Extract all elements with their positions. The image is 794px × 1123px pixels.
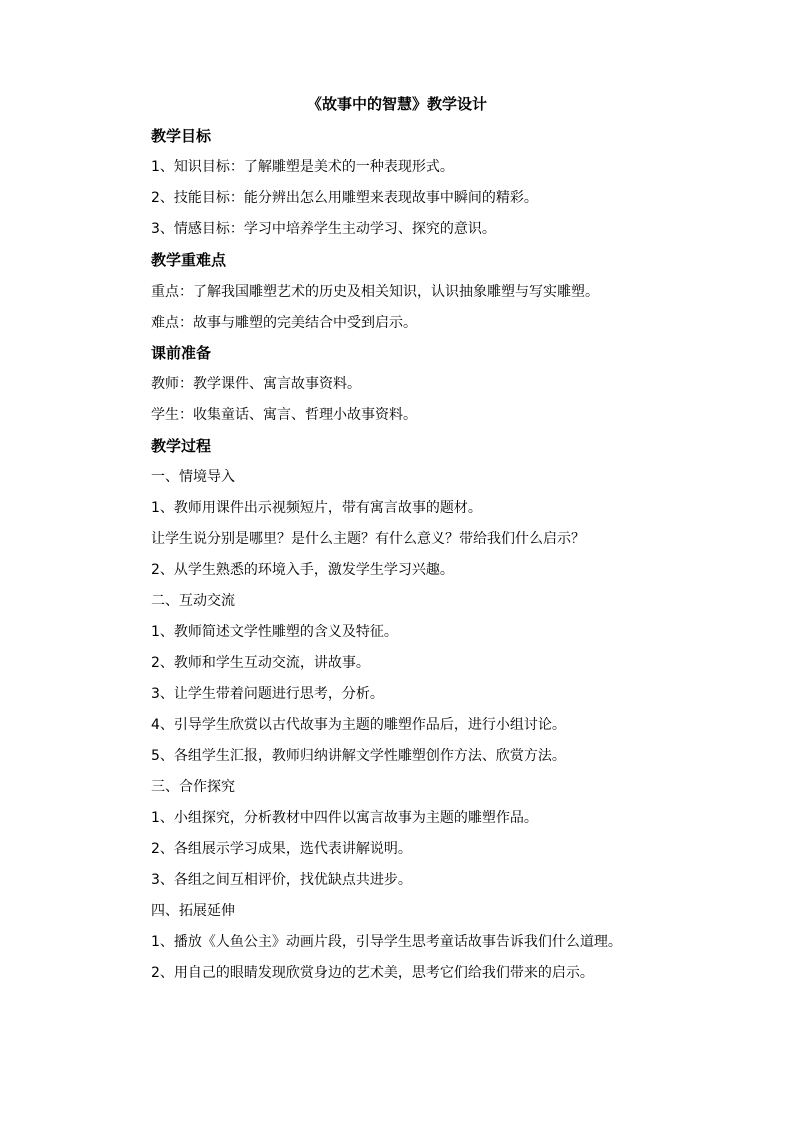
paragraph-line: 1、教师用课件出示视频短片，带有寓言故事的题材。 — [151, 500, 482, 516]
subsection-heading: 三、合作探究 — [151, 779, 235, 795]
paragraph-line: 难点：故事与雕塑的完美结合中受到启示。 — [151, 315, 417, 331]
section-heading-key-points: 教学重难点 — [151, 251, 227, 269]
paragraph-line: 重点：了解我国雕塑艺术的历史及相关知识，认识抽象雕塑与写实雕塑。 — [151, 284, 599, 300]
document-title: 《故事中的智慧》教学设计 — [306, 95, 487, 113]
subsection-heading: 二、互动交流 — [151, 593, 235, 609]
paragraph-line: 3、情感目标：学习中培养学生主动学习、探究的意识。 — [151, 221, 496, 237]
paragraph-line: 1、知识目标：了解雕塑是美术的一种表现形式。 — [151, 159, 454, 175]
paragraph-line: 1、播放《人鱼公主》动画片段，引导学生思考童话故事告诉我们什么道理。 — [151, 934, 622, 950]
subsection-heading: 一、情境导入 — [151, 469, 235, 485]
paragraph-line: 1、小组探究，分析教材中四件以寓言故事为主题的雕塑作品。 — [151, 810, 538, 826]
paragraph-line: 3、让学生带着问题进行思考，分析。 — [151, 686, 384, 702]
section-heading-preparation: 课前准备 — [151, 344, 212, 362]
paragraph-line: 2、技能目标：能分辨出怎么用雕塑来表现故事中瞬间的精彩。 — [151, 190, 538, 206]
paragraph-line: 5、各组学生汇报，教师归纳讲解文学性雕塑创作方法、欣赏方法。 — [151, 748, 566, 764]
paragraph-line: 3、各组之间互相评价，找优缺点共进步。 — [151, 872, 412, 888]
paragraph-line: 2、教师和学生互动交流，讲故事。 — [151, 655, 370, 671]
paragraph-line: 2、各组展示学习成果，选代表讲解说明。 — [151, 841, 412, 857]
subsection-heading: 四、拓展延伸 — [151, 903, 235, 919]
paragraph-line: 4、引导学生欣赏以古代故事为主题的雕塑作品后，进行小组讨论。 — [151, 717, 566, 733]
paragraph-line: 让学生说分别是哪里？是什么主题？有什么意义？带给我们什么启示？ — [151, 531, 585, 547]
paragraph-line: 学生：收集童话、寓言、哲理小故事资料。 — [151, 407, 417, 423]
paragraph-line: 1、教师简述文学性雕塑的含义及特征。 — [151, 624, 398, 640]
section-heading-teaching-goals: 教学目标 — [151, 127, 212, 145]
paragraph-line: 2、用自己的眼睛发现欣赏身边的艺术美，思考它们给我们带来的启示。 — [151, 965, 594, 981]
section-heading-teaching-process: 教学过程 — [151, 437, 212, 455]
paragraph-line: 2、从学生熟悉的环境入手，激发学生学习兴趣。 — [151, 562, 454, 578]
paragraph-line: 教师：教学课件、寓言故事资料。 — [151, 376, 361, 392]
